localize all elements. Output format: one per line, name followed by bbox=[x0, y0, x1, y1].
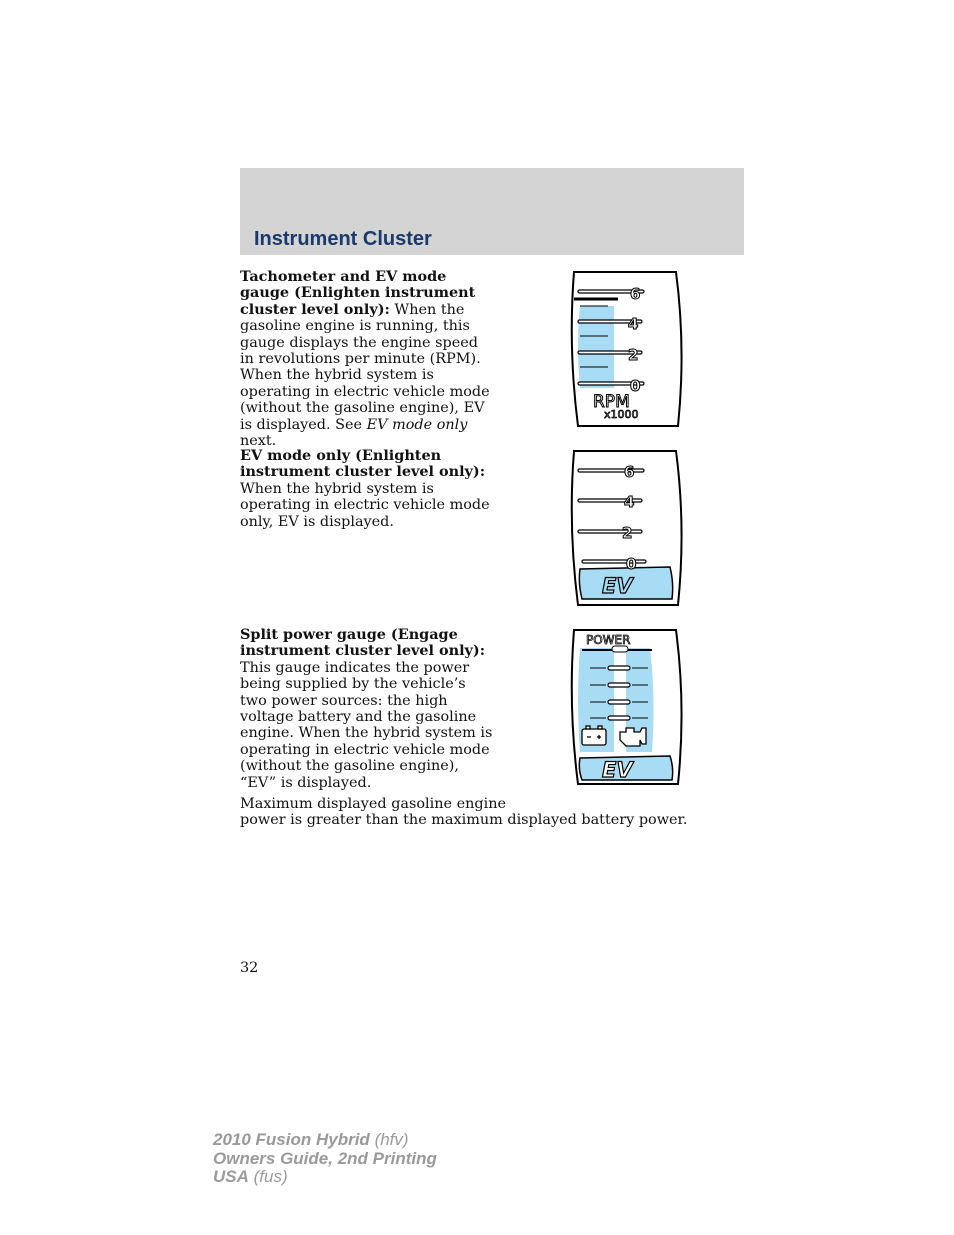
split-power-gauge-figure bbox=[568, 628, 684, 788]
section-ev-mode bbox=[240, 448, 496, 530]
footer-model: 2010 Fusion Hybrid bbox=[213, 1130, 370, 1149]
tachometer-gauge-figure bbox=[568, 270, 684, 430]
ev-badge: EV bbox=[602, 758, 633, 782]
ev-badge: EV bbox=[602, 574, 633, 598]
footer-guide: Owners Guide, 2nd Printing bbox=[213, 1148, 437, 1168]
page-number: 32 bbox=[240, 960, 259, 976]
tick-label: 6 bbox=[624, 463, 635, 481]
section-heading: Split power gauge (Engage instrument cluster level only): bbox=[240, 626, 486, 660]
tick-label: 2 bbox=[628, 346, 639, 364]
cross-reference: EV mode only bbox=[366, 416, 468, 433]
tick-label: 4 bbox=[628, 315, 639, 333]
section-body: This gauge indicates the power being supplied by the vehicle’s two power sources: the high voltage battery and the gasoline engine. When the hybrid system is operating in electric vehicle mode (without the gasoline engine), “EV” is displayed. bbox=[240, 659, 493, 791]
rpm-multiplier-label: x1000 bbox=[604, 408, 639, 421]
section-tachometer bbox=[240, 269, 496, 449]
closing-line-2: power is greater than the maximum displayed battery power. bbox=[240, 812, 688, 829]
tick-label: 0 bbox=[630, 377, 641, 395]
section-title: Instrument Cluster bbox=[254, 228, 432, 250]
section-header-band bbox=[240, 168, 744, 255]
footer-model-code: (hfv) bbox=[374, 1130, 409, 1149]
battery-icon bbox=[582, 726, 606, 745]
section-heading: EV mode only (Enlighten instrument cluster level only): bbox=[240, 447, 486, 481]
document-footer bbox=[213, 1131, 437, 1187]
tick-label: 0 bbox=[626, 555, 637, 573]
tick-label: 2 bbox=[622, 524, 633, 542]
section-split-power bbox=[240, 627, 496, 791]
ev-mode-gauge-figure bbox=[568, 449, 684, 609]
footer-region-code: (fus) bbox=[253, 1167, 288, 1186]
section-body-tail: next. bbox=[240, 433, 277, 450]
power-title: POWER bbox=[586, 633, 631, 647]
tick-label: 6 bbox=[630, 285, 641, 303]
tick-label: 4 bbox=[624, 493, 635, 511]
section-body: When the gasoline engine is running, this gauge displays the engine speed in revolutions per minute (RPM). When the hybrid system is operating in electric vehicle mode (without the gasoline engine), EV is displayed. See bbox=[240, 301, 490, 433]
footer-region: USA bbox=[213, 1167, 249, 1186]
closing-line-1: Maximum displayed gasoline engine bbox=[240, 796, 506, 812]
section-heading: Tachometer and EV mode gauge (Enlighten instrument cluster level only): bbox=[240, 268, 476, 318]
section-body: When the hybrid system is operating in electric vehicle mode only, EV is displayed. bbox=[240, 480, 490, 530]
closing-paragraph bbox=[240, 796, 688, 829]
rpm-label: RPM bbox=[593, 392, 630, 412]
